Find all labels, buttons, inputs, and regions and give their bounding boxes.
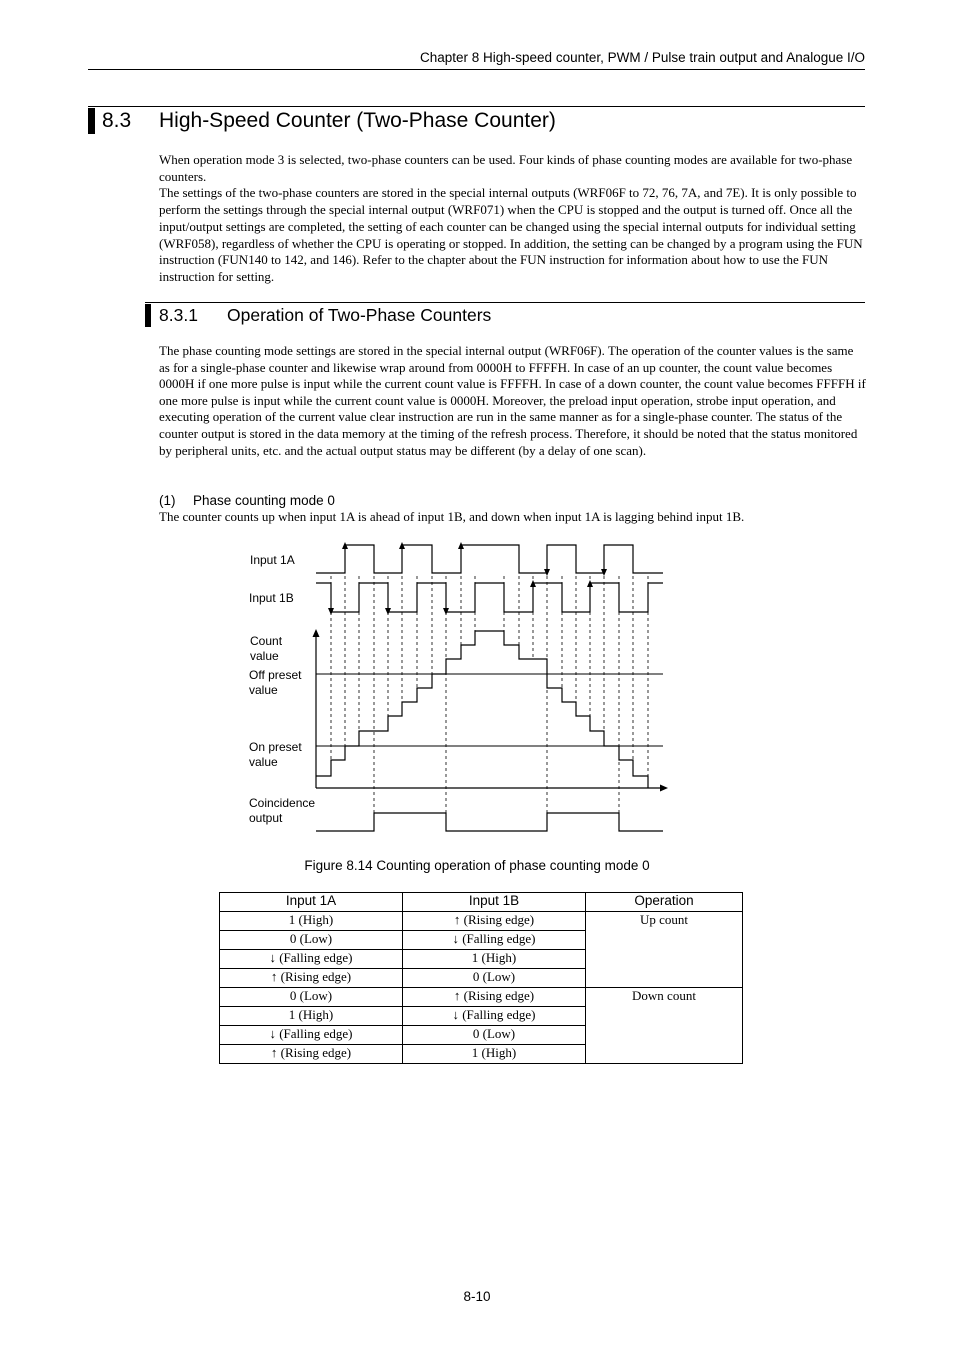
- count-value-label: Count value: [250, 634, 283, 663]
- subsection-number: 8.3.1: [159, 305, 198, 325]
- table-cell: ↓ (Falling edge): [220, 1026, 403, 1045]
- phase-mode-table: [219, 892, 743, 1064]
- table-cell: ↑ (Rising edge): [403, 988, 586, 1007]
- mode-title: Phase counting mode 0: [193, 493, 335, 508]
- table-cell: ↓ (Falling edge): [403, 931, 586, 950]
- input-1a-label: Input 1A: [250, 553, 295, 567]
- intro-paragraph-2: The settings of the two-phase counters are stored in the special internal outputs (WRF06F to 72, 76, 7A, and 7E). It is only possible to perform the settings through the special internal output (WRF071) when the CPU is stopped and the output is turned off. Once all the input/output settings are completed, the setting of each counter can be changed using the special internal outputs for individual setting (WRF058), regardless of whether the CPU is operating or stopped. In addition, the setting can be changed by a program using the FUN instruction (FUN140 to 142, and 146). Refer to the chapter about the FUN instruction for information about how to use the FUN instruction for setting.: [159, 185, 863, 284]
- table-cell: 0 (Low): [403, 969, 586, 988]
- table-cell: ↑ (Rising edge): [220, 969, 403, 988]
- arrow-up-icon: [399, 542, 405, 549]
- subsection-paragraph: The phase counting mode settings are stored in the special internal output (WRF06F). The operation of the counter values is the same as for a single-phase counter and likewise wrap around from 0000H to FFFFH. In case of an up counter, the count value becomes 0000H if one more pulse is input while the current count value is FFFFH. In case of a down counter, the count value becomes FFFFH if one more pulse is input while the current count value is 0000H. Moreover, the preload input operation, strobe input operation, and executing operation of the current value clear instruction are run in the same manner as for a single-phase counter. The status of the counter output is stored in the data memory at the timing of the refresh process. Therefore, it should be noted that the status monitored by peripheral units, etc. and the actual output status may be different (by a delay of one scan).: [159, 343, 866, 458]
- header-rule: [88, 69, 865, 70]
- section-marker-bar: [88, 108, 95, 134]
- count-value-staircase: [316, 631, 648, 788]
- off-preset-label: Off preset value: [249, 668, 302, 697]
- arrow-down-icon: [443, 608, 449, 615]
- table-cell: ↑ (Rising edge): [403, 912, 586, 931]
- subsection-body: [159, 343, 867, 459]
- table-row: [220, 912, 743, 931]
- y-axis-arrowhead: [313, 629, 320, 637]
- table-cell: 1 (High): [220, 1007, 403, 1026]
- coincidence-label: Coincidence output: [249, 796, 316, 825]
- on-preset-label: On preset value: [249, 740, 302, 769]
- section-title: High-Speed Counter (Two-Phase Counter): [159, 109, 556, 132]
- table-cell: ↑ (Rising edge): [220, 1045, 403, 1064]
- table-cell: ↓ (Falling edge): [220, 950, 403, 969]
- input-1a-waveform: [316, 545, 663, 573]
- input-1b-label: Input 1B: [249, 591, 294, 605]
- operation-cell-up: Up count: [586, 912, 743, 988]
- table-cell: 0 (Low): [403, 1026, 586, 1045]
- operation-cell-down: Down count: [586, 988, 743, 1064]
- section-intro: [159, 152, 867, 286]
- arrow-down-icon: [601, 569, 607, 576]
- arrow-up-icon: [342, 542, 348, 549]
- section-rule: [88, 106, 865, 107]
- table-cell: 1 (High): [220, 912, 403, 931]
- arrow-down-icon: [544, 569, 550, 576]
- table-cell: 0 (Low): [220, 931, 403, 950]
- table-header: Input 1A: [220, 893, 403, 912]
- table-cell: 0 (Low): [220, 988, 403, 1007]
- arrow-up-icon: [587, 580, 593, 587]
- table-cell: 1 (High): [403, 1045, 586, 1064]
- subsection-title: Operation of Two-Phase Counters: [227, 305, 492, 325]
- intro-paragraph-1: When operation mode 3 is selected, two-phase counters can be used. Four kinds of phase counting modes are available for two-phase counters.: [159, 152, 853, 184]
- subsection-marker-bar: [145, 304, 151, 327]
- subsection-rule: [145, 302, 865, 303]
- input-1b-waveform: [316, 583, 663, 612]
- table-header-row: [220, 893, 743, 912]
- table-cell: ↓ (Falling edge): [403, 1007, 586, 1026]
- running-header: Chapter 8 High-speed counter, PWM / Pulse train output and Analogue I/O: [419, 50, 865, 65]
- figure-caption: Figure 8.14 Counting operation of phase counting mode 0: [304, 858, 650, 873]
- arrow-up-icon: [530, 580, 536, 587]
- arrow-down-icon: [385, 608, 391, 615]
- x-axis-arrowhead: [660, 785, 668, 792]
- table-cell: 1 (High): [403, 950, 586, 969]
- page-number: 8-10: [463, 1289, 491, 1304]
- mode-number: (1): [159, 493, 176, 508]
- table-header: Operation: [586, 893, 743, 912]
- table-row: [220, 988, 743, 1007]
- arrow-down-icon: [328, 608, 334, 615]
- mode-description: The counter counts up when input 1A is ahead of input 1B, and down when input 1A is lagging behind input 1B.: [159, 509, 745, 524]
- section-number: 8.3: [102, 109, 132, 132]
- arrow-up-icon: [458, 542, 464, 549]
- coincidence-output-waveform: [316, 813, 663, 831]
- mode-heading: [159, 493, 335, 508]
- table-header: Input 1B: [403, 893, 586, 912]
